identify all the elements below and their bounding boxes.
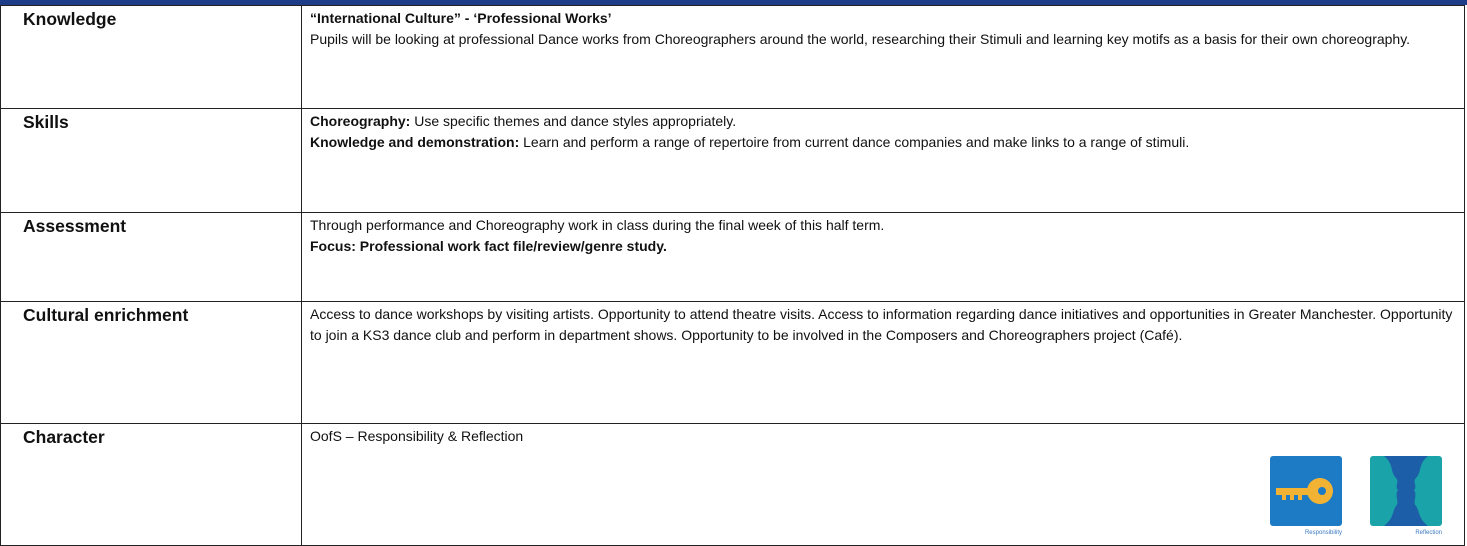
row-label: Character bbox=[1, 424, 302, 546]
character-text: OofS – Responsibility & Reflection bbox=[310, 428, 524, 444]
row-content bbox=[302, 6, 1465, 109]
row-label: Knowledge bbox=[1, 6, 302, 109]
reflection-badge bbox=[1370, 456, 1442, 544]
row-content bbox=[302, 424, 1465, 546]
skill-item bbox=[310, 132, 1458, 153]
row-label: Assessment bbox=[1, 213, 302, 302]
curriculum-table bbox=[0, 5, 1465, 546]
row-content bbox=[302, 109, 1465, 213]
unit-title: “International Culture” - ‘Professional Works’ bbox=[310, 10, 612, 26]
row-label: Skills bbox=[1, 109, 302, 213]
table-row-skills bbox=[1, 109, 1465, 213]
row-content bbox=[302, 302, 1465, 424]
row-content bbox=[302, 213, 1465, 302]
assessment-focus: Focus: Professional work fact file/review/genre study. bbox=[310, 238, 667, 254]
badge-caption: Responsibility bbox=[1304, 530, 1342, 536]
table-row-knowledge bbox=[1, 6, 1465, 109]
table-row-assessment bbox=[1, 213, 1465, 302]
key-icon bbox=[1270, 456, 1342, 526]
skill-text: Use specific themes and dance styles appropriately. bbox=[410, 113, 737, 129]
table-row-cultural-enrichment bbox=[1, 302, 1465, 424]
skill-heading: Choreography: bbox=[310, 113, 411, 129]
skill-text: Learn and perform a range of repertoire from current dance companies and make links to a range of stimuli. bbox=[519, 134, 1190, 150]
cultural-text: Access to dance workshops by visiting artists. Opportunity to attend theatre visits. Access to information regarding dance initiatives and opportunities in Greater Manchester. Opportunity to join a KS3 dance club and perform in department shows. Opportunity to be involved in the Composers and Choreographers project (Café). bbox=[310, 306, 1453, 343]
knowledge-text: Pupils will be looking at professional Dance works from Choreographers around the world, researching their Stimuli and learning key motifs as a basis for their own choreography. bbox=[310, 31, 1411, 47]
row-label: Cultural enrichment bbox=[1, 302, 302, 424]
badge-caption: Reflection bbox=[1415, 530, 1442, 536]
skill-heading: Knowledge and demonstration: bbox=[310, 134, 520, 150]
faces-vase-icon bbox=[1370, 456, 1442, 526]
assessment-text: Through performance and Choreography work in class during the final week of this half term. bbox=[310, 217, 885, 233]
skill-item bbox=[310, 111, 1458, 132]
responsibility-badge bbox=[1270, 456, 1342, 544]
table-row-character bbox=[1, 424, 1465, 546]
